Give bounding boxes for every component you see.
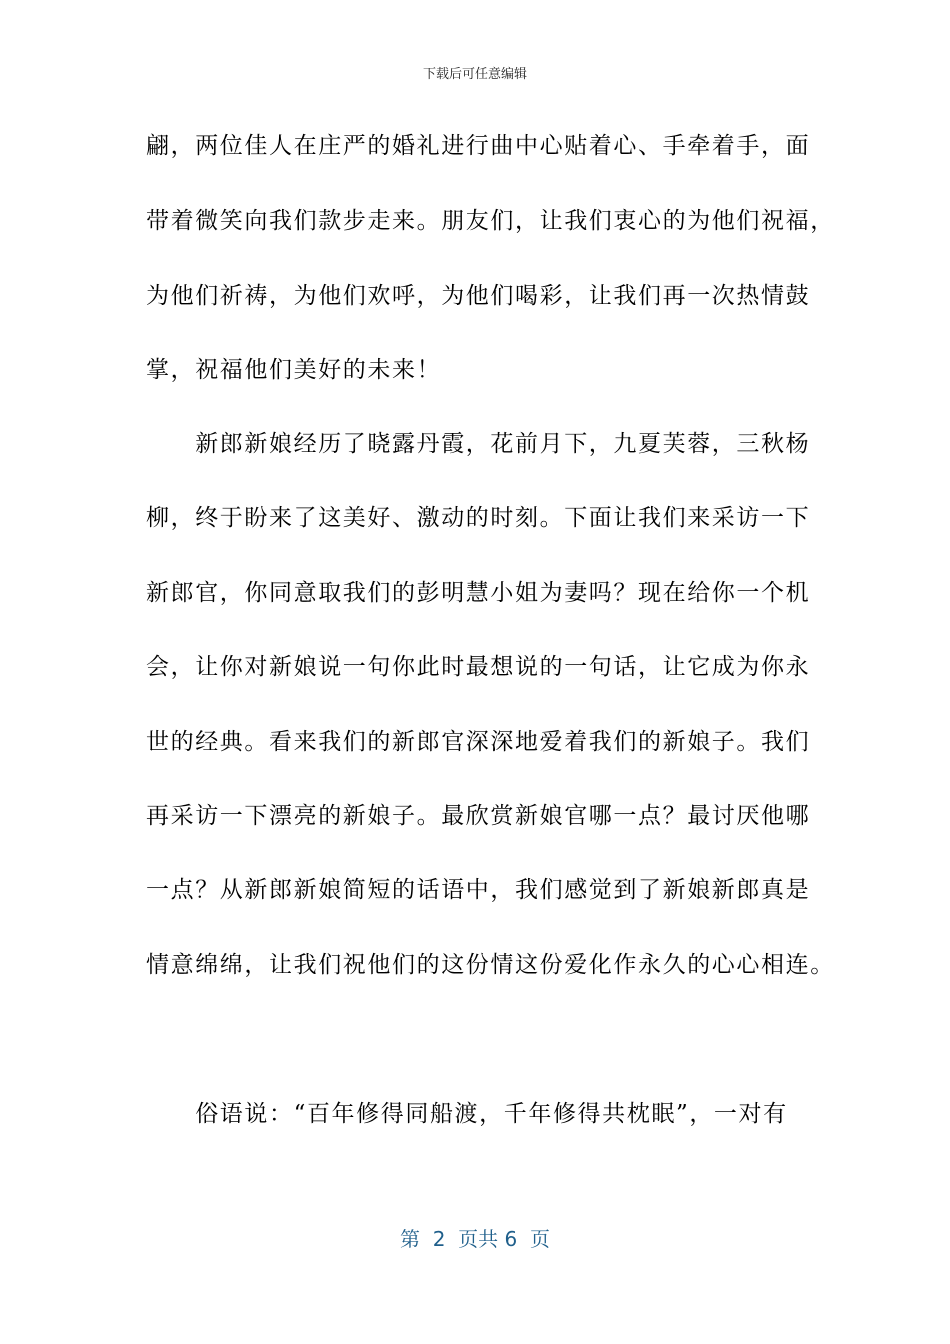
page-header: 下载后可任意编辑 bbox=[422, 67, 527, 82]
text-line: 柳，终于盼来了这美好、激动的时刻。下面让我们来采访一下 bbox=[146, 505, 811, 531]
page-footer: 第 2 页共 6 页 bbox=[400, 1227, 550, 1251]
text-line: 为他们祈祷，为他们欢呼，为他们喝彩，让我们再一次热情鼓 bbox=[146, 283, 811, 309]
text-line: 一点？从新郎新娘简短的话语中，我们感觉到了新娘新郎真是 bbox=[146, 877, 811, 903]
text-line: 翩，两位佳人在庄严的婚礼进行曲中心贴着心、手牵着手，面 bbox=[146, 133, 811, 159]
text-line: 情意绵绵，让我们祝他们的这份情这份爱化作永久的心心相连。 bbox=[146, 952, 835, 978]
text-line: 新郎新娘经历了晓露丹霞，花前月下，九夏芙蓉，三秋杨 bbox=[146, 431, 811, 457]
text-line: 再采访一下漂亮的新娘子。最欣赏新娘官哪一点？最讨厌他哪 bbox=[146, 803, 811, 829]
text-line: 世的经典。看来我们的新郎官深深地爱着我们的新娘子。我们 bbox=[146, 729, 811, 755]
text-line: 新郎官，你同意取我们的彭明慧小姐为妻吗？现在给你一个机 bbox=[146, 580, 811, 606]
text-line: 俗语说：“百年修得同船渡，千年修得共枕眠”，一对有 bbox=[146, 1101, 788, 1127]
text-line: 会，让你对新娘说一句你此时最想说的一句话，让它成为你永 bbox=[146, 654, 811, 680]
text-line: 掌，祝福他们美好的未来！ bbox=[146, 357, 442, 383]
text-line: 带着微笑向我们款步走来。朋友们，让我们衷心的为他们祝福， bbox=[146, 208, 835, 234]
